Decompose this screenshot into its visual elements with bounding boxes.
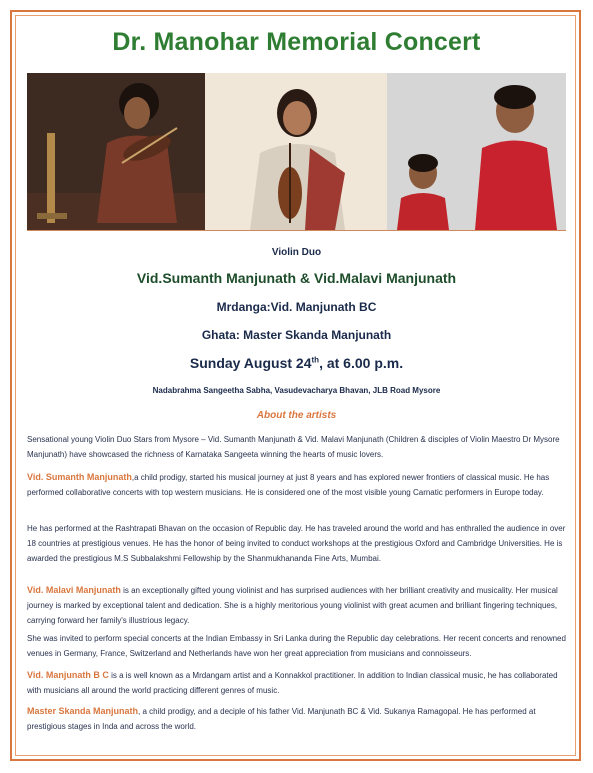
date-time: , at 6.00 p.m. <box>319 355 404 371</box>
photo-strip <box>27 73 566 231</box>
bio-text: He has performed at the Rashtrapati Bhavan on the occasion of Republic day. He has traveled around the world and has enthralled the audience in over 18 countries at prestigious venues. He has the honor of being invited to conduct workshops at the prestigious Oxford and Cambridge Universities. He is awarded the prestigious M.S Subbalakshmi Fellowship by the Shanmukhananda Fine Arts, Mumbai. <box>27 524 566 563</box>
event-venue: Nadabrahma Sangeetha Sabha, Vasudevacharya Bhavan, JLB Road Mysore <box>152 386 441 395</box>
woman-with-violin-photo <box>205 73 387 230</box>
bio-text: , a child prodigy, and a deciple of his father Vid. Manjunath BC & Vid. Sukanya Ramagopal. He has performed at prestigious stages in Inda and across the world. <box>27 707 536 731</box>
event-date <box>0 355 593 371</box>
bio-manjunath <box>27 668 567 698</box>
bio-sumanth <box>27 470 567 500</box>
poster-title: Dr. Manohar Memorial Concert <box>112 28 481 56</box>
bio-text: ,a child prodigy, started his musical journey at just 8 years and has explored newer frontiers of classical music. He has performed collaborative concerts with top western musicians. He is considered one of the most visible young Carnatic performers in Europe today. <box>27 473 550 497</box>
date-ordinal: th <box>311 355 320 365</box>
bio-text: is a is well known as a Mrdangam artist and a Konnakkol practitioner. In addition to Indian classical music, he has collaborated with musicians all around the world practicing different genres of music. <box>27 671 558 695</box>
ensemble-subtitle: Violin Duo <box>271 247 322 258</box>
intro-paragraph: Sensational young Violin Duo Stars from Mysore – Vid. Sumanth Manjunath & Vid. Malavi Manjunath (Children & disciples of Violin Maestro Dr Mysore Manjunath) have showcased the richness of Karnataka Sangeeta winning the hearts of music lovers. <box>27 435 560 459</box>
boy-and-man-portrait-photo <box>387 73 566 230</box>
artist-name: Vid. Malavi Manjunath <box>27 585 121 595</box>
artist-name: Vid. Manjunath B C <box>27 670 109 680</box>
ghata-credit: Ghata: Master Skanda Manjunath <box>201 328 392 342</box>
mrdanga-credit: Mrdanga:Vid. Manjunath BC <box>216 300 377 314</box>
bio-text: is an exceptionally gifted young violinist and has surprised audiences with her brilliant creativity and musicality. Her musical journey is marked by exceptional talent and dedication. She is a highly meritorious young violinist with great acumen and brilliant fingering techniques, carrying forward her family's illustrious legacy. <box>27 586 558 625</box>
bio-sumanth-continued <box>27 521 567 566</box>
about-heading: About the artists <box>256 410 337 421</box>
bio-text: She was invited to perform special concerts at the Indian Embassy in Sri Lanka during the Republic day celebrations. Her recent concerts and renowned venues in Germany, France, Switzerland and Netherlands have won her great appreciation from musicians and connoisseurs. <box>27 634 566 658</box>
bio-malavi <box>27 583 567 628</box>
date-main: Sunday August 24 <box>189 355 312 371</box>
artist-name: Master Skanda Manjunath <box>27 706 139 716</box>
performers-heading: Vid.Sumanth Manjunath & Vid.Malavi Manjunath <box>136 270 457 286</box>
violinist-performing-photo <box>27 73 205 230</box>
artist-name: Vid. Sumanth Manjunath <box>27 472 132 482</box>
bio-skanda <box>27 704 567 734</box>
bio-malavi-continued <box>27 631 567 661</box>
